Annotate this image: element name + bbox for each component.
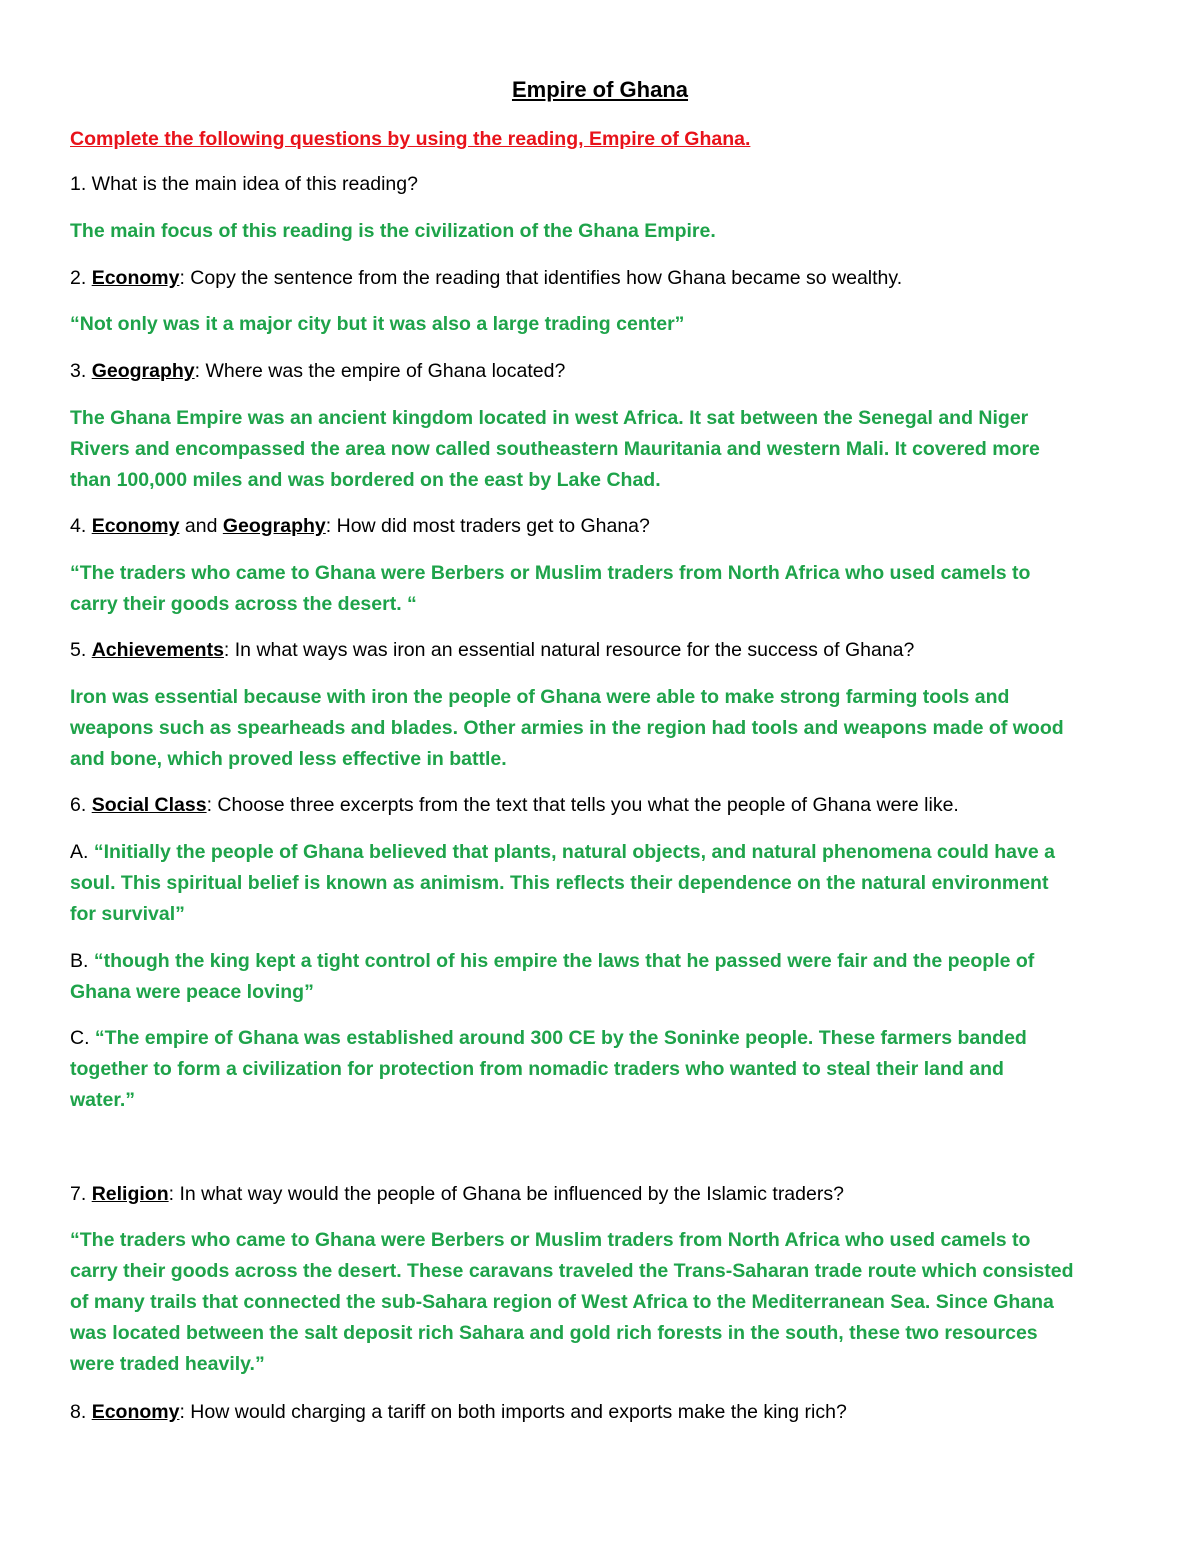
excerpt-text: “The empire of Ghana was established around 300 CE by the Soninke people. These farmers banded: [89, 1027, 1027, 1049]
answer-4-line: “The traders who came to Ghana were Berbers or Muslim traders from North Africa who used camels to: [70, 562, 1031, 584]
question-number: 7.: [70, 1183, 87, 1205]
answer-5-line: and bone, which proved less effective in battle.: [70, 748, 507, 770]
answer-5-line: Iron was essential because with iron the people of Ghana were able to make strong farming tools and: [70, 686, 1010, 708]
excerpt-text: “Initially the people of Ghana believed that plants, natural objects, and natural phenomena could have a: [88, 841, 1055, 863]
question-text: : Where was the empire of Ghana located?: [194, 360, 566, 382]
answer-3-line: Rivers and encompassed the area now called southeastern Mauritania and western Mali. It covered more: [70, 438, 1040, 460]
question-8: [70, 1397, 1120, 1428]
question-text: : Copy the sentence from the reading that identifies how Ghana became so wealthy.: [179, 267, 903, 289]
page-title: Empire of Ghana: [511, 77, 689, 102]
excerpt-a-line: for survival”: [70, 903, 185, 925]
answer-4-line: carry their goods across the desert. “: [70, 593, 417, 615]
answer-3-line: than 100,000 miles and was bordered on the east by Lake Chad.: [70, 469, 661, 491]
instructions: Complete the following questions by using the reading, Empire of Ghana.: [70, 128, 751, 150]
question-text: : Choose three excerpts from the text that tells you what the people of Ghana were like.: [206, 794, 959, 816]
excerpt-c-line: water.”: [70, 1089, 136, 1111]
conjunction: and: [179, 515, 223, 537]
answer-7-line: “The traders who came to Ghana were Berbers or Muslim traders from North Africa who used camels to: [70, 1229, 1031, 1251]
excerpt-b-line: [70, 946, 1120, 977]
answer-7-line: were traded heavily.”: [70, 1353, 265, 1375]
excerpt-c-line: together to form a civilization for protection from nomadic traders who wanted to steal their land and: [70, 1058, 1004, 1080]
topic-label: Economy: [91, 267, 180, 289]
topic-label: Geography: [222, 515, 326, 537]
topic-label: Geography: [91, 360, 195, 382]
answer-5-line: weapons such as spearheads and blades. Other armies in the region had tools and weapons made of wood: [70, 717, 1064, 739]
question-number: 3.: [70, 360, 87, 382]
topic-label: Economy: [91, 515, 180, 537]
excerpt-letter: A.: [70, 841, 89, 863]
topic-label: Economy: [91, 1401, 180, 1423]
excerpt-letter: C.: [70, 1027, 90, 1049]
question-2: [70, 263, 1120, 294]
question-text: : In what ways was iron an essential natural resource for the success of Ghana?: [223, 639, 915, 661]
excerpt-b-line: Ghana were peace loving”: [70, 981, 314, 1003]
question-number: 5.: [70, 639, 87, 661]
question-text: : In what way would the people of Ghana be influenced by the Islamic traders?: [168, 1183, 844, 1205]
excerpt-c-line: [70, 1023, 1120, 1054]
question-1: 1. What is the main idea of this reading?: [70, 173, 418, 195]
question-5: [70, 635, 1120, 666]
question-number: 4.: [70, 515, 87, 537]
answer-2: “Not only was it a major city but it was also a large trading center”: [70, 313, 685, 335]
excerpt-letter: B.: [70, 950, 89, 972]
question-text: : How did most traders get to Ghana?: [325, 515, 650, 537]
answer-1: The main focus of this reading is the civilization of the Ghana Empire.: [70, 220, 716, 242]
question-number: 8.: [70, 1401, 87, 1423]
answer-7-line: of many trails that connected the sub-Sahara region of West Africa to the Mediterranean Sea. Since Ghana: [70, 1291, 1054, 1313]
excerpt-a-line: [70, 837, 1120, 868]
topic-label: Social Class: [91, 794, 207, 816]
question-number: 2.: [70, 267, 87, 289]
question-7: [70, 1179, 1120, 1210]
question-3: [70, 356, 1120, 387]
question-text: : How would charging a tariff on both imports and exports make the king rich?: [179, 1401, 847, 1423]
question-4: [70, 511, 1120, 542]
excerpt-text: “though the king kept a tight control of his empire the laws that he passed were fair and the people of: [88, 950, 1035, 972]
excerpt-a-line: soul. This spiritual belief is known as animism. This reflects their dependence on the natural environment: [70, 872, 1049, 894]
topic-label: Achievements: [91, 639, 224, 661]
answer-7-line: was located between the salt deposit rich Sahara and gold rich forests in the south, these two resources: [70, 1322, 1038, 1344]
answer-3-line: The Ghana Empire was an ancient kingdom located in west Africa. It sat between the Senegal and Niger: [70, 407, 1029, 429]
topic-label: Religion: [91, 1183, 169, 1205]
question-number: 6.: [70, 794, 87, 816]
question-6: [70, 790, 1120, 821]
answer-7-line: carry their goods across the desert. These caravans traveled the Trans-Saharan trade route which consisted: [70, 1260, 1074, 1282]
